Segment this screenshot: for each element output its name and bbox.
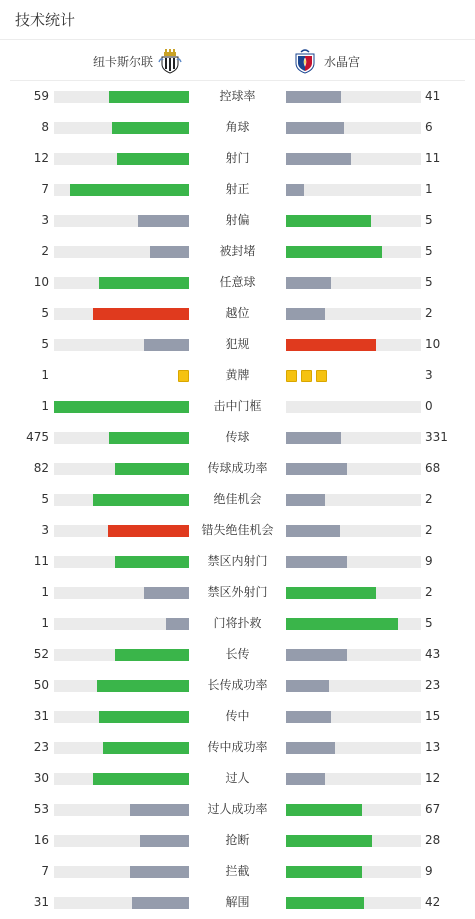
stat-row[interactable] bbox=[0, 763, 475, 794]
stat-row[interactable] bbox=[0, 732, 475, 763]
yellow-card-icon bbox=[316, 370, 327, 382]
home-bar-track bbox=[54, 804, 189, 816]
away-value: 6 bbox=[425, 120, 433, 134]
page-title: 技术统计 bbox=[15, 11, 76, 29]
home-bar-track bbox=[54, 835, 189, 847]
home-value: 5 bbox=[41, 492, 49, 506]
stat-label: 禁区内射门 bbox=[207, 554, 268, 568]
home-bar-track bbox=[54, 246, 189, 258]
stat-label: 射偏 bbox=[225, 213, 250, 227]
stat-label: 击中门框 bbox=[213, 399, 262, 413]
away-value: 3 bbox=[425, 368, 433, 382]
away-value: 9 bbox=[425, 864, 433, 878]
away-value: 2 bbox=[425, 523, 433, 537]
away-value: 1 bbox=[425, 182, 433, 196]
away-value: 0 bbox=[425, 399, 433, 413]
home-value: 30 bbox=[33, 771, 49, 785]
stat-label: 传中成功率 bbox=[207, 740, 268, 754]
home-bar-track bbox=[54, 587, 189, 599]
away-bar-track bbox=[286, 246, 421, 258]
away-bar bbox=[286, 556, 347, 568]
away-bar bbox=[286, 525, 340, 537]
away-value: 11 bbox=[425, 151, 441, 165]
stat-label: 传球成功率 bbox=[207, 461, 268, 475]
stat-label: 被封堵 bbox=[219, 244, 256, 258]
stat-label: 射正 bbox=[225, 182, 250, 196]
stat-row[interactable] bbox=[0, 298, 475, 329]
home-value: 5 bbox=[41, 337, 49, 351]
home-value: 23 bbox=[33, 740, 49, 754]
home-bar-track bbox=[54, 866, 189, 878]
home-value: 12 bbox=[33, 151, 49, 165]
stat-row[interactable] bbox=[0, 856, 475, 887]
away-bar-track bbox=[286, 835, 421, 847]
home-value: 3 bbox=[41, 213, 49, 227]
stat-row[interactable] bbox=[0, 360, 475, 391]
away-bar-track bbox=[286, 215, 421, 227]
home-value: 16 bbox=[33, 833, 49, 847]
stat-row[interactable] bbox=[0, 546, 475, 577]
away-value: 43 bbox=[425, 647, 441, 661]
home-bar-track bbox=[54, 308, 189, 320]
home-bar bbox=[103, 742, 189, 754]
stat-label: 长传 bbox=[225, 647, 250, 661]
home-value: 5 bbox=[41, 306, 49, 320]
stat-label: 黄牌 bbox=[225, 368, 250, 382]
crystal-palace-crest-icon bbox=[292, 48, 318, 74]
home-bar-track bbox=[54, 432, 189, 444]
stat-row[interactable] bbox=[0, 794, 475, 825]
home-value: 59 bbox=[33, 89, 49, 103]
home-value: 7 bbox=[41, 864, 49, 878]
stat-row[interactable] bbox=[0, 515, 475, 546]
home-value: 7 bbox=[41, 182, 49, 196]
away-value: 42 bbox=[425, 895, 441, 909]
yellow-card-icon bbox=[178, 370, 189, 382]
header bbox=[0, 0, 475, 40]
away-bar bbox=[286, 122, 344, 134]
stat-row[interactable] bbox=[0, 112, 475, 143]
home-bar bbox=[166, 618, 189, 630]
away-bar-track bbox=[286, 401, 421, 413]
away-bar-track bbox=[286, 711, 421, 723]
home-value: 50 bbox=[33, 678, 49, 692]
stat-label: 传中 bbox=[225, 709, 250, 723]
stat-label: 门将扑救 bbox=[213, 616, 262, 630]
away-value: 2 bbox=[425, 492, 433, 506]
teams-header bbox=[10, 41, 465, 81]
stat-row[interactable] bbox=[0, 422, 475, 453]
home-bar-track bbox=[54, 91, 189, 103]
away-value: 12 bbox=[425, 771, 441, 785]
home-bar bbox=[115, 463, 189, 475]
stat-row[interactable] bbox=[0, 453, 475, 484]
home-team[interactable] bbox=[93, 47, 183, 75]
away-bar-track bbox=[286, 649, 421, 661]
away-bar bbox=[286, 277, 331, 289]
home-bar-track bbox=[54, 401, 189, 413]
stat-row[interactable] bbox=[0, 81, 475, 112]
away-bar bbox=[286, 773, 325, 785]
stat-label: 角球 bbox=[225, 120, 250, 134]
stat-label: 越位 bbox=[225, 306, 250, 320]
away-value: 2 bbox=[425, 585, 433, 599]
home-value: 53 bbox=[33, 802, 49, 816]
home-value: 10 bbox=[33, 275, 49, 289]
home-value: 1 bbox=[41, 399, 49, 413]
stat-label: 错失绝佳机会 bbox=[201, 523, 274, 537]
home-bar-track bbox=[54, 339, 189, 351]
stat-label: 传球 bbox=[225, 430, 250, 444]
stat-label: 绝佳机会 bbox=[213, 492, 262, 506]
away-bar bbox=[286, 680, 329, 692]
home-bar bbox=[140, 835, 189, 847]
home-bar-track bbox=[54, 494, 189, 506]
stat-row[interactable] bbox=[0, 236, 475, 267]
away-bar bbox=[286, 618, 398, 630]
home-value: 82 bbox=[33, 461, 49, 475]
home-bar bbox=[70, 184, 189, 196]
away-value: 23 bbox=[425, 678, 441, 692]
home-bar bbox=[115, 556, 189, 568]
stat-label: 解围 bbox=[225, 895, 250, 909]
away-bar-track bbox=[286, 680, 421, 692]
away-bar bbox=[286, 835, 372, 847]
home-bar-track bbox=[54, 525, 189, 537]
home-bar-track bbox=[54, 463, 189, 475]
home-bar bbox=[132, 897, 189, 909]
away-bar-track bbox=[286, 618, 421, 630]
away-value: 5 bbox=[425, 244, 433, 258]
home-value: 1 bbox=[41, 368, 49, 382]
home-value: 3 bbox=[41, 523, 49, 537]
home-value: 52 bbox=[33, 647, 49, 661]
home-bar bbox=[97, 680, 189, 692]
away-bar bbox=[286, 153, 351, 165]
home-bar-track bbox=[54, 618, 189, 630]
home-bar bbox=[54, 401, 189, 413]
home-bar-track bbox=[54, 680, 189, 692]
away-bar-track bbox=[286, 277, 421, 289]
away-value: 5 bbox=[425, 616, 433, 630]
home-bar bbox=[93, 308, 189, 320]
away-value: 5 bbox=[425, 275, 433, 289]
stat-row[interactable] bbox=[0, 825, 475, 856]
stat-row[interactable] bbox=[0, 701, 475, 732]
away-bar bbox=[286, 463, 347, 475]
away-value: 28 bbox=[425, 833, 441, 847]
away-bar-track bbox=[286, 339, 421, 351]
away-value: 2 bbox=[425, 306, 433, 320]
away-bar-track bbox=[286, 897, 421, 909]
away-bar bbox=[286, 308, 325, 320]
stat-label: 犯规 bbox=[225, 337, 250, 351]
away-value: 10 bbox=[425, 337, 441, 351]
away-value: 41 bbox=[425, 89, 441, 103]
away-bar bbox=[286, 339, 376, 351]
away-bar bbox=[286, 649, 347, 661]
home-value: 11 bbox=[33, 554, 49, 568]
home-bar bbox=[144, 587, 189, 599]
away-bar-track bbox=[286, 742, 421, 754]
home-bar bbox=[99, 277, 189, 289]
home-bar bbox=[150, 246, 189, 258]
away-bar-track bbox=[286, 184, 421, 196]
home-bar-track bbox=[54, 215, 189, 227]
away-value: 5 bbox=[425, 213, 433, 227]
away-bar bbox=[286, 711, 331, 723]
home-value: 475 bbox=[26, 430, 49, 444]
home-value: 1 bbox=[41, 616, 49, 630]
away-value: 9 bbox=[425, 554, 433, 568]
home-bar-track bbox=[54, 711, 189, 723]
away-bar bbox=[286, 897, 364, 909]
away-bar bbox=[286, 215, 371, 227]
away-bar-track bbox=[286, 556, 421, 568]
home-bar-track bbox=[54, 897, 189, 909]
stat-row[interactable] bbox=[0, 205, 475, 236]
yellow-card-icon bbox=[286, 370, 297, 382]
away-bar-track bbox=[286, 463, 421, 475]
home-bar-track bbox=[54, 153, 189, 165]
stat-row[interactable] bbox=[0, 639, 475, 670]
away-bar bbox=[286, 804, 362, 816]
home-bar bbox=[144, 339, 189, 351]
home-bar-track bbox=[54, 277, 189, 289]
stat-label: 抢断 bbox=[225, 833, 250, 847]
away-bar-track bbox=[286, 866, 421, 878]
home-bar-track bbox=[54, 556, 189, 568]
stat-row[interactable] bbox=[0, 670, 475, 701]
away-value: 68 bbox=[425, 461, 441, 475]
away-value: 15 bbox=[425, 709, 441, 723]
stat-label: 射门 bbox=[225, 151, 250, 165]
home-bar bbox=[130, 866, 189, 878]
stat-row[interactable] bbox=[0, 143, 475, 174]
home-bar bbox=[108, 525, 189, 537]
stats-list bbox=[0, 81, 475, 918]
away-value: 13 bbox=[425, 740, 441, 754]
away-bar bbox=[286, 184, 304, 196]
away-value: 331 bbox=[425, 430, 448, 444]
home-value: 31 bbox=[33, 709, 49, 723]
stat-label: 控球率 bbox=[219, 89, 256, 103]
stat-row[interactable] bbox=[0, 329, 475, 360]
away-bar-track bbox=[286, 308, 421, 320]
home-bar bbox=[109, 432, 189, 444]
home-bar-track bbox=[54, 773, 189, 785]
home-bar bbox=[93, 494, 189, 506]
home-value: 1 bbox=[41, 585, 49, 599]
home-bar bbox=[115, 649, 189, 661]
away-bar-track bbox=[286, 773, 421, 785]
away-bar-track bbox=[286, 432, 421, 444]
away-bar bbox=[286, 432, 341, 444]
stat-row[interactable] bbox=[0, 577, 475, 608]
away-bar-track bbox=[286, 494, 421, 506]
away-bar-track bbox=[286, 804, 421, 816]
home-bar bbox=[117, 153, 189, 165]
away-bar bbox=[286, 866, 362, 878]
home-bar bbox=[109, 91, 189, 103]
stat-label: 任意球 bbox=[219, 275, 256, 289]
away-bar bbox=[286, 742, 335, 754]
away-bar bbox=[286, 587, 376, 599]
stat-row[interactable] bbox=[0, 391, 475, 422]
home-bar-track bbox=[54, 184, 189, 196]
home-bar bbox=[93, 773, 189, 785]
home-bar bbox=[112, 122, 189, 134]
stat-row[interactable] bbox=[0, 174, 475, 205]
home-bar-track bbox=[54, 742, 189, 754]
newcastle-crest-icon bbox=[157, 48, 183, 74]
away-bar bbox=[286, 494, 325, 506]
stat-row[interactable] bbox=[0, 887, 475, 918]
away-bar bbox=[286, 246, 382, 258]
home-team-name: 纽卡斯尔联 bbox=[92, 54, 153, 69]
home-bar-track bbox=[54, 122, 189, 134]
home-bar bbox=[138, 215, 189, 227]
away-bar-track bbox=[286, 153, 421, 165]
home-bar-track bbox=[54, 649, 189, 661]
stat-row[interactable] bbox=[0, 267, 475, 298]
yellow-card-icon bbox=[301, 370, 312, 382]
home-value: 8 bbox=[41, 120, 49, 134]
home-value: 31 bbox=[33, 895, 49, 909]
home-bar bbox=[130, 804, 189, 816]
away-bar-track bbox=[286, 122, 421, 134]
stat-row[interactable] bbox=[0, 608, 475, 639]
home-value: 2 bbox=[41, 244, 49, 258]
stat-label: 长传成功率 bbox=[207, 678, 268, 692]
stat-label: 过人成功率 bbox=[207, 802, 268, 816]
stat-row[interactable] bbox=[0, 484, 475, 515]
home-bar bbox=[99, 711, 189, 723]
stat-label: 禁区外射门 bbox=[207, 585, 268, 599]
away-bar-track bbox=[286, 587, 421, 599]
away-team[interactable] bbox=[292, 47, 360, 75]
away-bar-track bbox=[286, 91, 421, 103]
stat-label: 过人 bbox=[225, 771, 250, 785]
stat-label: 拦截 bbox=[225, 864, 250, 878]
away-team-name: 水晶宫 bbox=[324, 54, 361, 69]
away-value: 67 bbox=[425, 802, 441, 816]
away-bar-track bbox=[286, 525, 421, 537]
away-bar bbox=[286, 91, 341, 103]
